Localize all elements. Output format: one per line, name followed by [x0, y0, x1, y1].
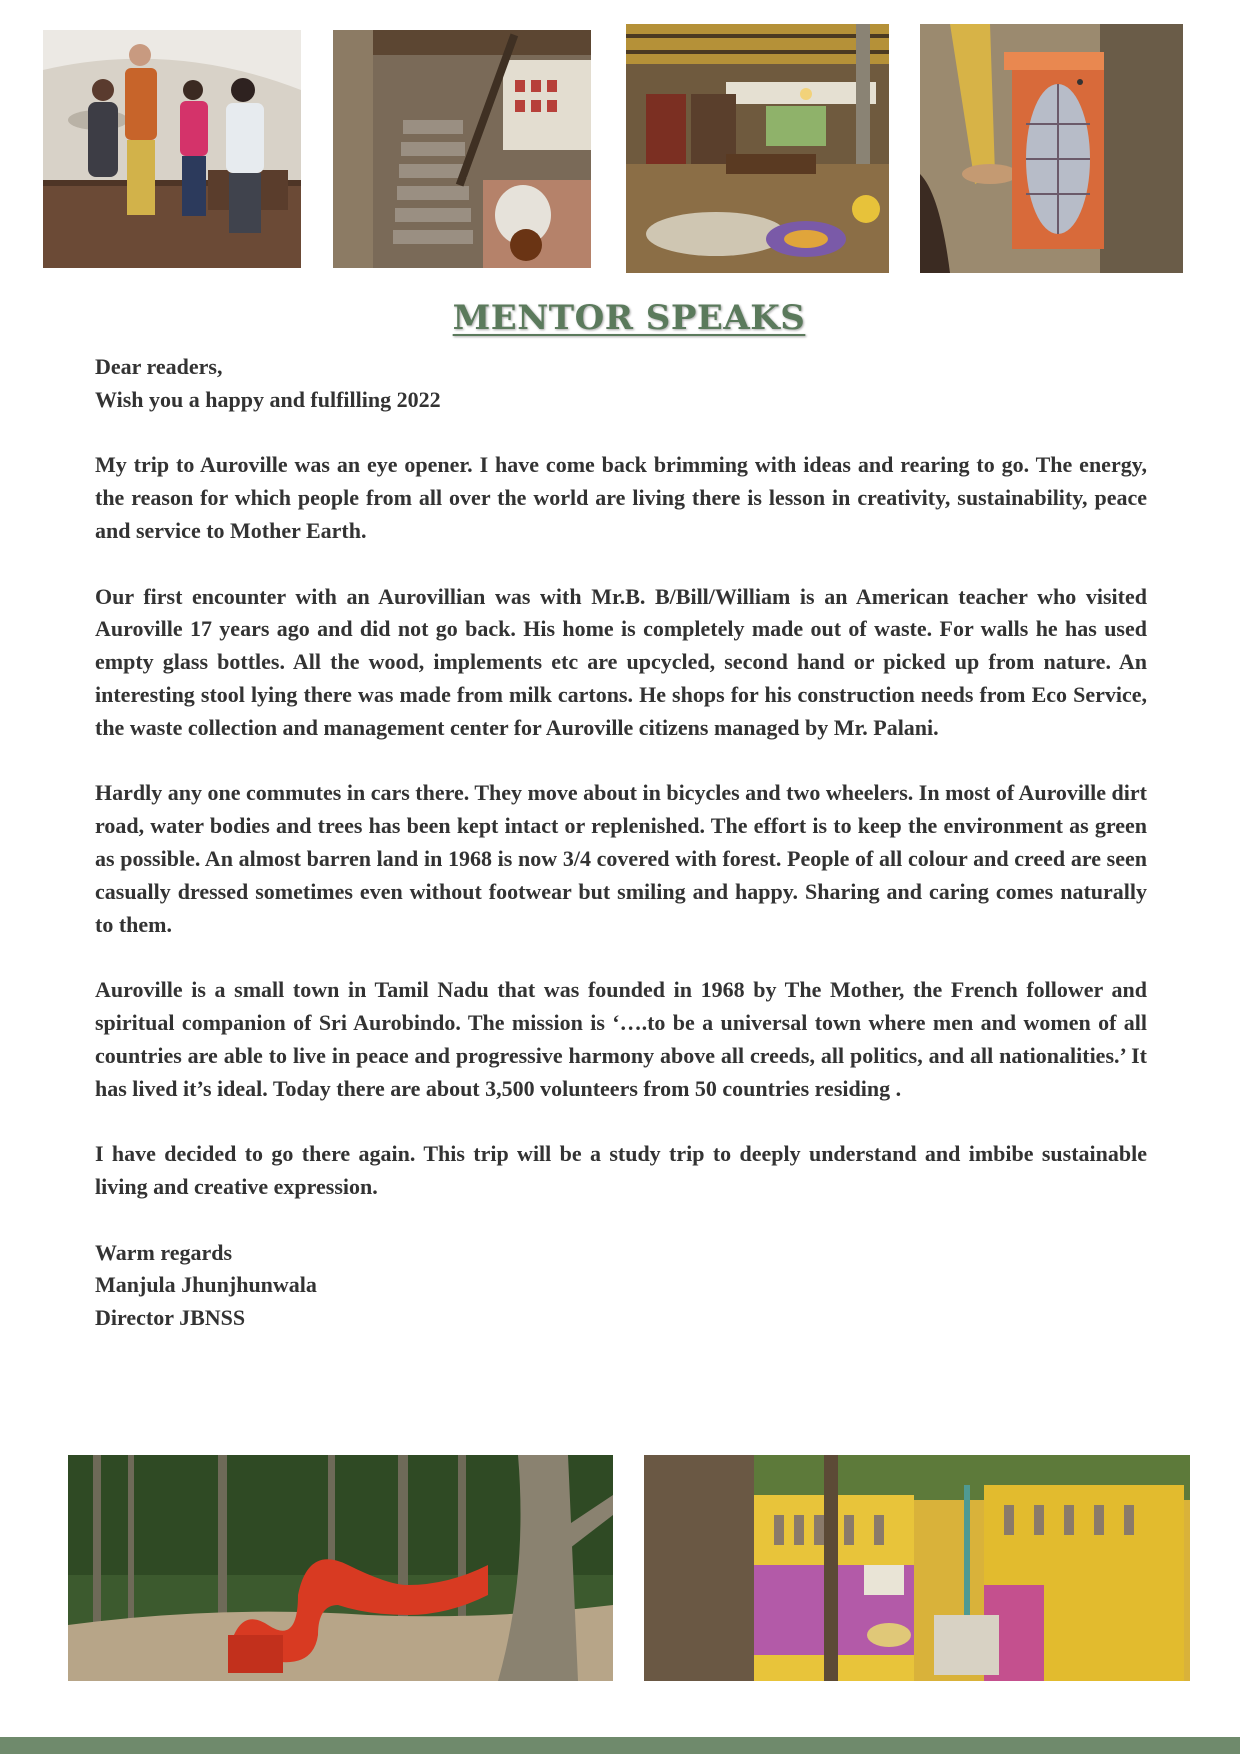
- photo-carton-stool: [920, 24, 1183, 273]
- letter-body: [95, 351, 1147, 1335]
- paragraph: Auroville is a small town in Tamil Nadu that was founded in 1968 by The Mother, the French follower and spiritual companion of Sri Aurobindo. The mission is ‘….to be a universal town where men and women of all countries are able to live in peace and progressive harmony above all creeds, all politics, and all nationalities.’ It has lived it’s ideal. Today there are about 3,500 volunteers from 50 countries residing .: [95, 977, 1147, 1101]
- paragraph: My trip to Auroville was an eye opener. I have come back brimming with ideas and rearing to go. The energy, the reason for which people from all over the world are living there is lesson in creativity, sustainability, peace and service to Mother Earth.: [95, 452, 1147, 543]
- photo-red-sculpture-forest: [68, 1455, 613, 1681]
- greeting: Dear readers,: [95, 354, 223, 379]
- page-title: MENTOR SPEAKS: [452, 298, 806, 338]
- photo-interior-staircase: [333, 30, 591, 268]
- signoff: Warm regards: [95, 1239, 233, 1265]
- signature-name: Manjula Jhunjhunwala: [95, 1272, 317, 1298]
- signature-title: Director JBNSS: [95, 1305, 246, 1331]
- photo-bottle-wall-toilet: [644, 1455, 1190, 1681]
- photo-group-portrait: [43, 30, 301, 268]
- paragraph: Hardly any one commutes in cars there. They move about in bicycles and two wheelers. In most of Auroville dirt road, water bodies and trees has been kept intact or replenished. The effort is to keep the environment as green as possible. An almost barren land in 1968 is now 3/4 covered with forest. People of all colour and creed are seen casually dressed sometimes even without footwear but smiling and happy. Sharing and caring comes naturally to them.: [95, 780, 1147, 937]
- paragraph: Our first encounter with an Aurovillian was with Mr.B. B/Bill/William is an American teacher who visited Auroville 17 years ago and did not go back. His home is completely made out of waste. For walls he has used empty glass bottles. All the wood, implements etc are upcycled, second hand or picked up from nature. An interesting stool lying there was made from milk cartons. He shops for his construction needs from Eco Service, the waste collection and management center for Auroville citizens managed by Mr. Palani.: [95, 583, 1147, 740]
- new-year-wish: Wish you a happy and fulfilling 2022: [95, 386, 441, 412]
- photo-living-room: [626, 24, 889, 273]
- footer-bar: [0, 1737, 1240, 1754]
- paragraph: I have decided to go there again. This trip will be a study trip to deeply understand and imbibe sustainable living and creative expression.: [95, 1141, 1147, 1199]
